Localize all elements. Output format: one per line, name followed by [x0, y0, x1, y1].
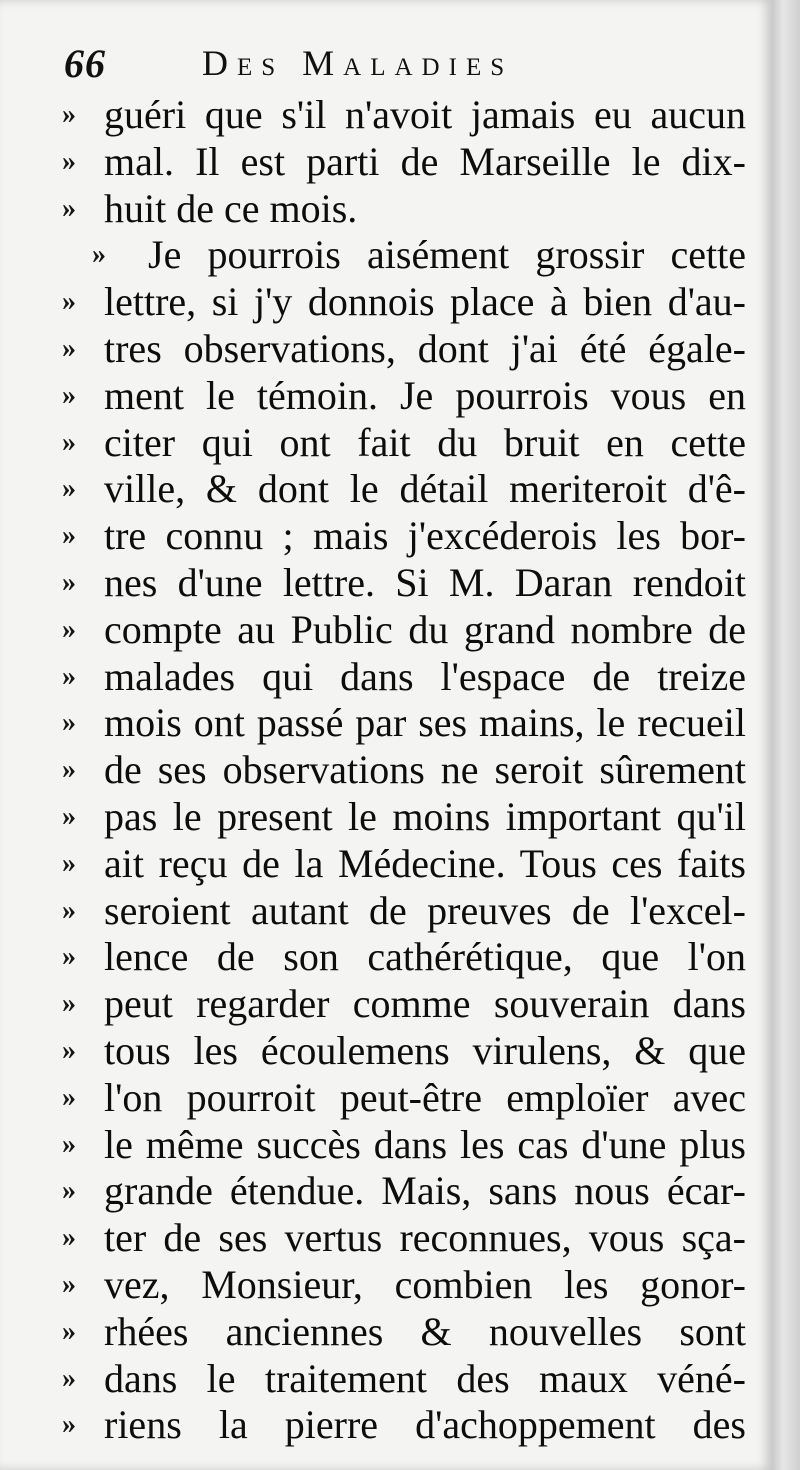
- text-line: [62, 934, 752, 981]
- text-line: [62, 420, 752, 467]
- quote-mark: »: [62, 520, 76, 552]
- quote-mark: »: [62, 894, 76, 926]
- quote-mark: »: [62, 1409, 76, 1441]
- quote-mark: »: [62, 800, 76, 832]
- line-text: seroient autant de preuves de l'excel-: [104, 887, 746, 933]
- text-line: [62, 888, 752, 935]
- page-header: [64, 40, 744, 92]
- text-line: [62, 700, 752, 747]
- line-text: peut regarder comme souverain dans: [104, 981, 746, 1027]
- quote-mark: »: [92, 239, 106, 271]
- text-line: [62, 1309, 752, 1356]
- text-line: [62, 607, 752, 654]
- quote-mark: »: [62, 286, 76, 318]
- quote-mark: »: [62, 754, 76, 786]
- line-text: riens la pierre d'achoppement des: [104, 1402, 746, 1448]
- quote-mark: »: [62, 941, 76, 973]
- line-text: nes d'une lettre. Si M. Daran rendoit: [104, 559, 746, 605]
- line-text: huit de ce mois.: [104, 185, 358, 231]
- line-text: lettre, si j'y donnois place à bien d'au-: [104, 279, 746, 325]
- line-text: citer qui ont fait du bruit en cette: [104, 419, 746, 465]
- line-text: vez, Monsieur, combien les gonor-: [104, 1261, 746, 1307]
- quote-mark: »: [62, 707, 76, 739]
- quote-mark: »: [62, 613, 76, 645]
- text-line: [62, 560, 752, 607]
- quote-mark: »: [62, 473, 76, 505]
- quote-mark: »: [62, 1175, 76, 1207]
- text-line: [62, 279, 752, 326]
- text-line: [62, 1122, 752, 1169]
- text-line: [62, 747, 752, 794]
- quote-mark: »: [62, 566, 76, 598]
- quote-mark: »: [62, 1315, 76, 1347]
- text-line: [62, 466, 752, 513]
- line-text: mois ont passé par ses mains, le recueil: [104, 700, 746, 746]
- text-line: [62, 981, 752, 1028]
- quote-mark: »: [62, 1128, 76, 1160]
- line-text: ter de ses vertus reconnues, vous sça-: [104, 1215, 746, 1261]
- quote-mark: »: [62, 847, 76, 879]
- line-text: ait reçu de la Médecine. Tous ces faits: [104, 840, 746, 886]
- text-line: [62, 1028, 752, 1075]
- text-line: [62, 513, 752, 560]
- body-text: [62, 92, 752, 1449]
- text-line: [62, 1215, 752, 1262]
- line-text: tous les écoulemens virulens, & que: [104, 1027, 746, 1073]
- line-text: Je pourrois aisément grossir cette: [148, 232, 746, 278]
- page-edge: [772, 0, 800, 1470]
- line-text: grande étendue. Mais, sans nous écar-: [104, 1168, 746, 1214]
- quote-mark: »: [62, 99, 76, 130]
- line-text: rhées anciennes & nouvelles sont: [104, 1308, 746, 1354]
- text-line: [62, 232, 752, 279]
- text-line: [62, 326, 752, 373]
- line-text: de ses observations ne seroit sûrement: [104, 747, 746, 793]
- page-number: 66: [64, 41, 106, 86]
- text-line: [62, 654, 752, 701]
- line-text: dans le traitement des maux véné-: [104, 1355, 746, 1401]
- quote-mark: »: [62, 379, 76, 411]
- quote-mark: »: [62, 145, 76, 177]
- line-text: tres observations, dont j'ai été égale-: [104, 325, 746, 371]
- text-line: [62, 1356, 752, 1403]
- text-line: [62, 794, 752, 841]
- line-text: malades qui dans l'espace de treize: [104, 653, 746, 699]
- line-text: pas le present le moins important qu'il: [104, 793, 746, 839]
- quote-mark: »: [62, 660, 76, 692]
- line-text: compte au Public du grand nombre de: [104, 606, 746, 652]
- quote-mark: »: [62, 1081, 76, 1113]
- text-line: [62, 373, 752, 420]
- line-text: guéri que s'il n'avoit jamais eu aucun: [104, 92, 746, 137]
- line-text: le même succès dans les cas d'une plus: [104, 1121, 746, 1167]
- text-line: [62, 92, 752, 139]
- line-text: l'on pourroit peut-être emploïer avec: [104, 1074, 746, 1120]
- quote-mark: »: [62, 332, 76, 364]
- text-line: [62, 1262, 752, 1309]
- text-line: [62, 1168, 752, 1215]
- quote-mark: »: [62, 192, 76, 224]
- text-line: [62, 186, 752, 233]
- text-line: [62, 139, 752, 186]
- text-line: [62, 841, 752, 888]
- quote-mark: »: [62, 1268, 76, 1300]
- running-title: Des Maladies: [202, 43, 514, 83]
- line-text: ville, & dont le détail meriteroit d'ê-: [104, 466, 746, 512]
- quote-mark: »: [62, 1034, 76, 1066]
- quote-mark: »: [62, 1222, 76, 1254]
- line-text: mal. Il est parti de Marseille le dix-: [104, 138, 746, 184]
- quote-mark: »: [62, 426, 76, 458]
- quote-mark: »: [62, 988, 76, 1020]
- text-line: [62, 1402, 752, 1449]
- line-text: ment le témoin. Je pourrois vous en: [104, 372, 746, 418]
- quote-mark: »: [62, 1362, 76, 1394]
- line-text: lence de son cathérétique, que l'on: [104, 934, 746, 980]
- text-line: [62, 1075, 752, 1122]
- line-text: tre connu ; mais j'excéderois les bor-: [104, 513, 746, 559]
